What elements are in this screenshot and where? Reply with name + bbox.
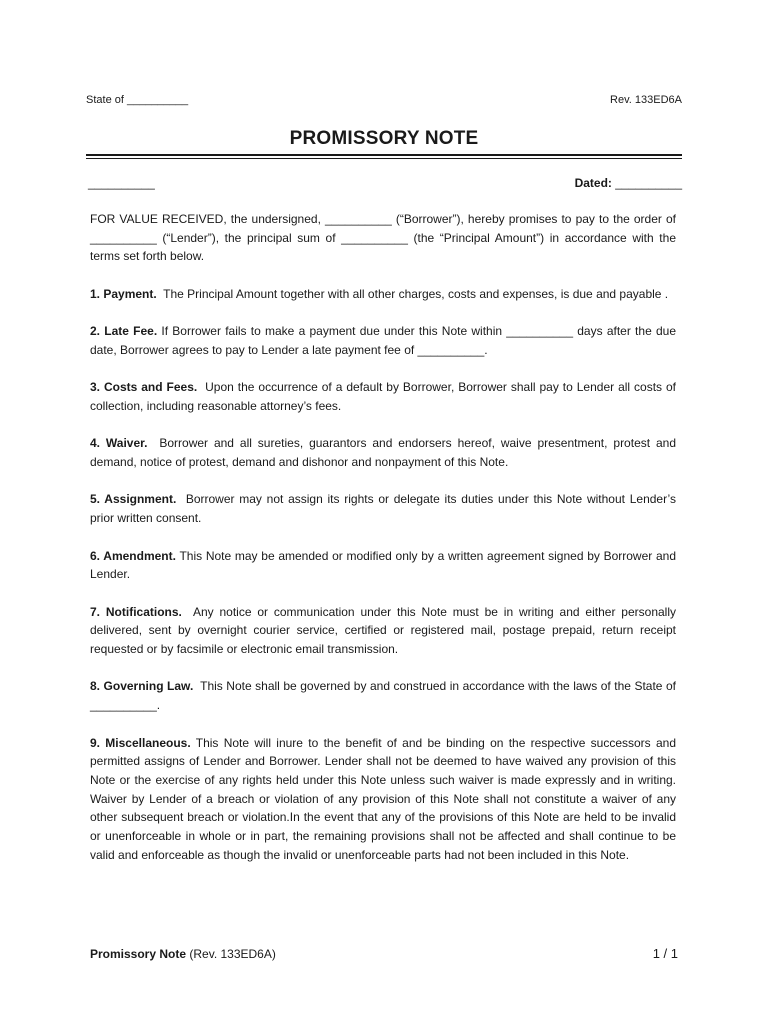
intro-paragraph: FOR VALUE RECEIVED, the undersigned, __________ (“Borrower”), hereby promises to pay to the order of __________ (“Lender”), the principal sum of __________ (the “Principal Amount”) in accordance with the terms set forth below. [90, 212, 676, 264]
section-heading: 7. Notifications. [90, 604, 182, 619]
section-heading: 2. Late Fee. [90, 324, 158, 339]
section-text: Borrower may not assign its rights or delegate its duties under this Note without Lender’s prior written consent. [90, 492, 676, 526]
section-late-fee [90, 322, 676, 359]
section-text: Upon the occurrence of a default by Borrower, Borrower shall pay to Lender all costs of collection, including reasonable attorney’s fees. [90, 380, 677, 413]
dated-field [575, 176, 682, 190]
title-rule-thin [86, 158, 682, 159]
section-text: Any notice or communication under this Note must be in writing and either personally delivered, sent by overnight courier service, certified or registered mail, postage prepaid, return receipt requested or by facsimile or electronic email transmission. [90, 604, 676, 657]
section-text: Borrower and all sureties, guarantors and endorsers hereof, waive presentment, protest and demand, notice of protest, demand and dishonor and nonpayment of this Note. [90, 436, 677, 470]
page-footer [90, 946, 678, 961]
dated-blank: __________ [615, 176, 682, 190]
document-header [86, 94, 682, 106]
section-text: The Principal Amount together with all other charges, costs and expenses, is due and payable . [163, 286, 669, 301]
page-title: PROMISSORY NOTE [289, 128, 479, 149]
footer-revision: (Rev. 133ED6A) [189, 947, 276, 961]
section-text: This Note shall be governed by and construed in accordance with the laws of the State of __________. [90, 679, 676, 713]
section-miscellaneous [90, 734, 676, 865]
section-assignment [90, 490, 676, 527]
section-heading: 8. Governing Law. [90, 679, 194, 694]
document-body [90, 210, 676, 883]
section-text: This Note may be amended or modified only by a written agreement signed by Borrower and Lender. [90, 548, 676, 582]
dated-label: Dated: [574, 176, 612, 190]
title-rule-thick [86, 154, 682, 156]
footer-doc-name: Promissory Note [90, 947, 187, 961]
section-costs-and-fees [90, 378, 676, 415]
section-heading: 9. Miscellaneous. [90, 735, 191, 750]
page-number: 1 / 1 [652, 946, 678, 961]
revision-label: Rev. 133ED6A [610, 94, 682, 106]
section-heading: 6. Amendment. [90, 548, 176, 563]
section-heading: 1. Payment. [90, 286, 157, 301]
section-governing-law [90, 677, 676, 714]
state-field: State of __________ [86, 94, 189, 106]
section-heading: 3. Costs and Fees. [90, 380, 198, 395]
section-heading: 5. Assignment. [90, 492, 177, 507]
place-blank: __________ [88, 176, 155, 190]
date-line [88, 176, 682, 190]
section-notifications [90, 603, 676, 659]
footer-doc-label [90, 947, 276, 961]
section-payment [90, 285, 676, 304]
section-text: This Note will inure to the benefit of and be binding on the respective successors and permitted assigns of Lender and Borrower. Lender shall not be deemed to have waived any provision of this Note or the exercise of any rights held under this Note unless such waiver is made expressly and in writing. Waiver by Lender of a breach or violation of any provision of this Note shall not constitute a waiver of any other subsequent breach or violation.In the event that any of the provisions of this Note are held to be invalid or unenforceable in whole or in part, the remaining provisions shall not be affected and shall continue to be valid and enforceable as though the invalid or unenforceable parts had not been included in this Note. [90, 735, 676, 862]
section-heading: 4. Waiver. [90, 436, 148, 451]
section-amendment [90, 547, 676, 584]
section-text: If Borrower fails to make a payment due under this Note within __________ days after the due date, Borrower agrees to pay to Lender a late payment fee of __________. [90, 324, 676, 357]
section-waiver [90, 434, 676, 471]
